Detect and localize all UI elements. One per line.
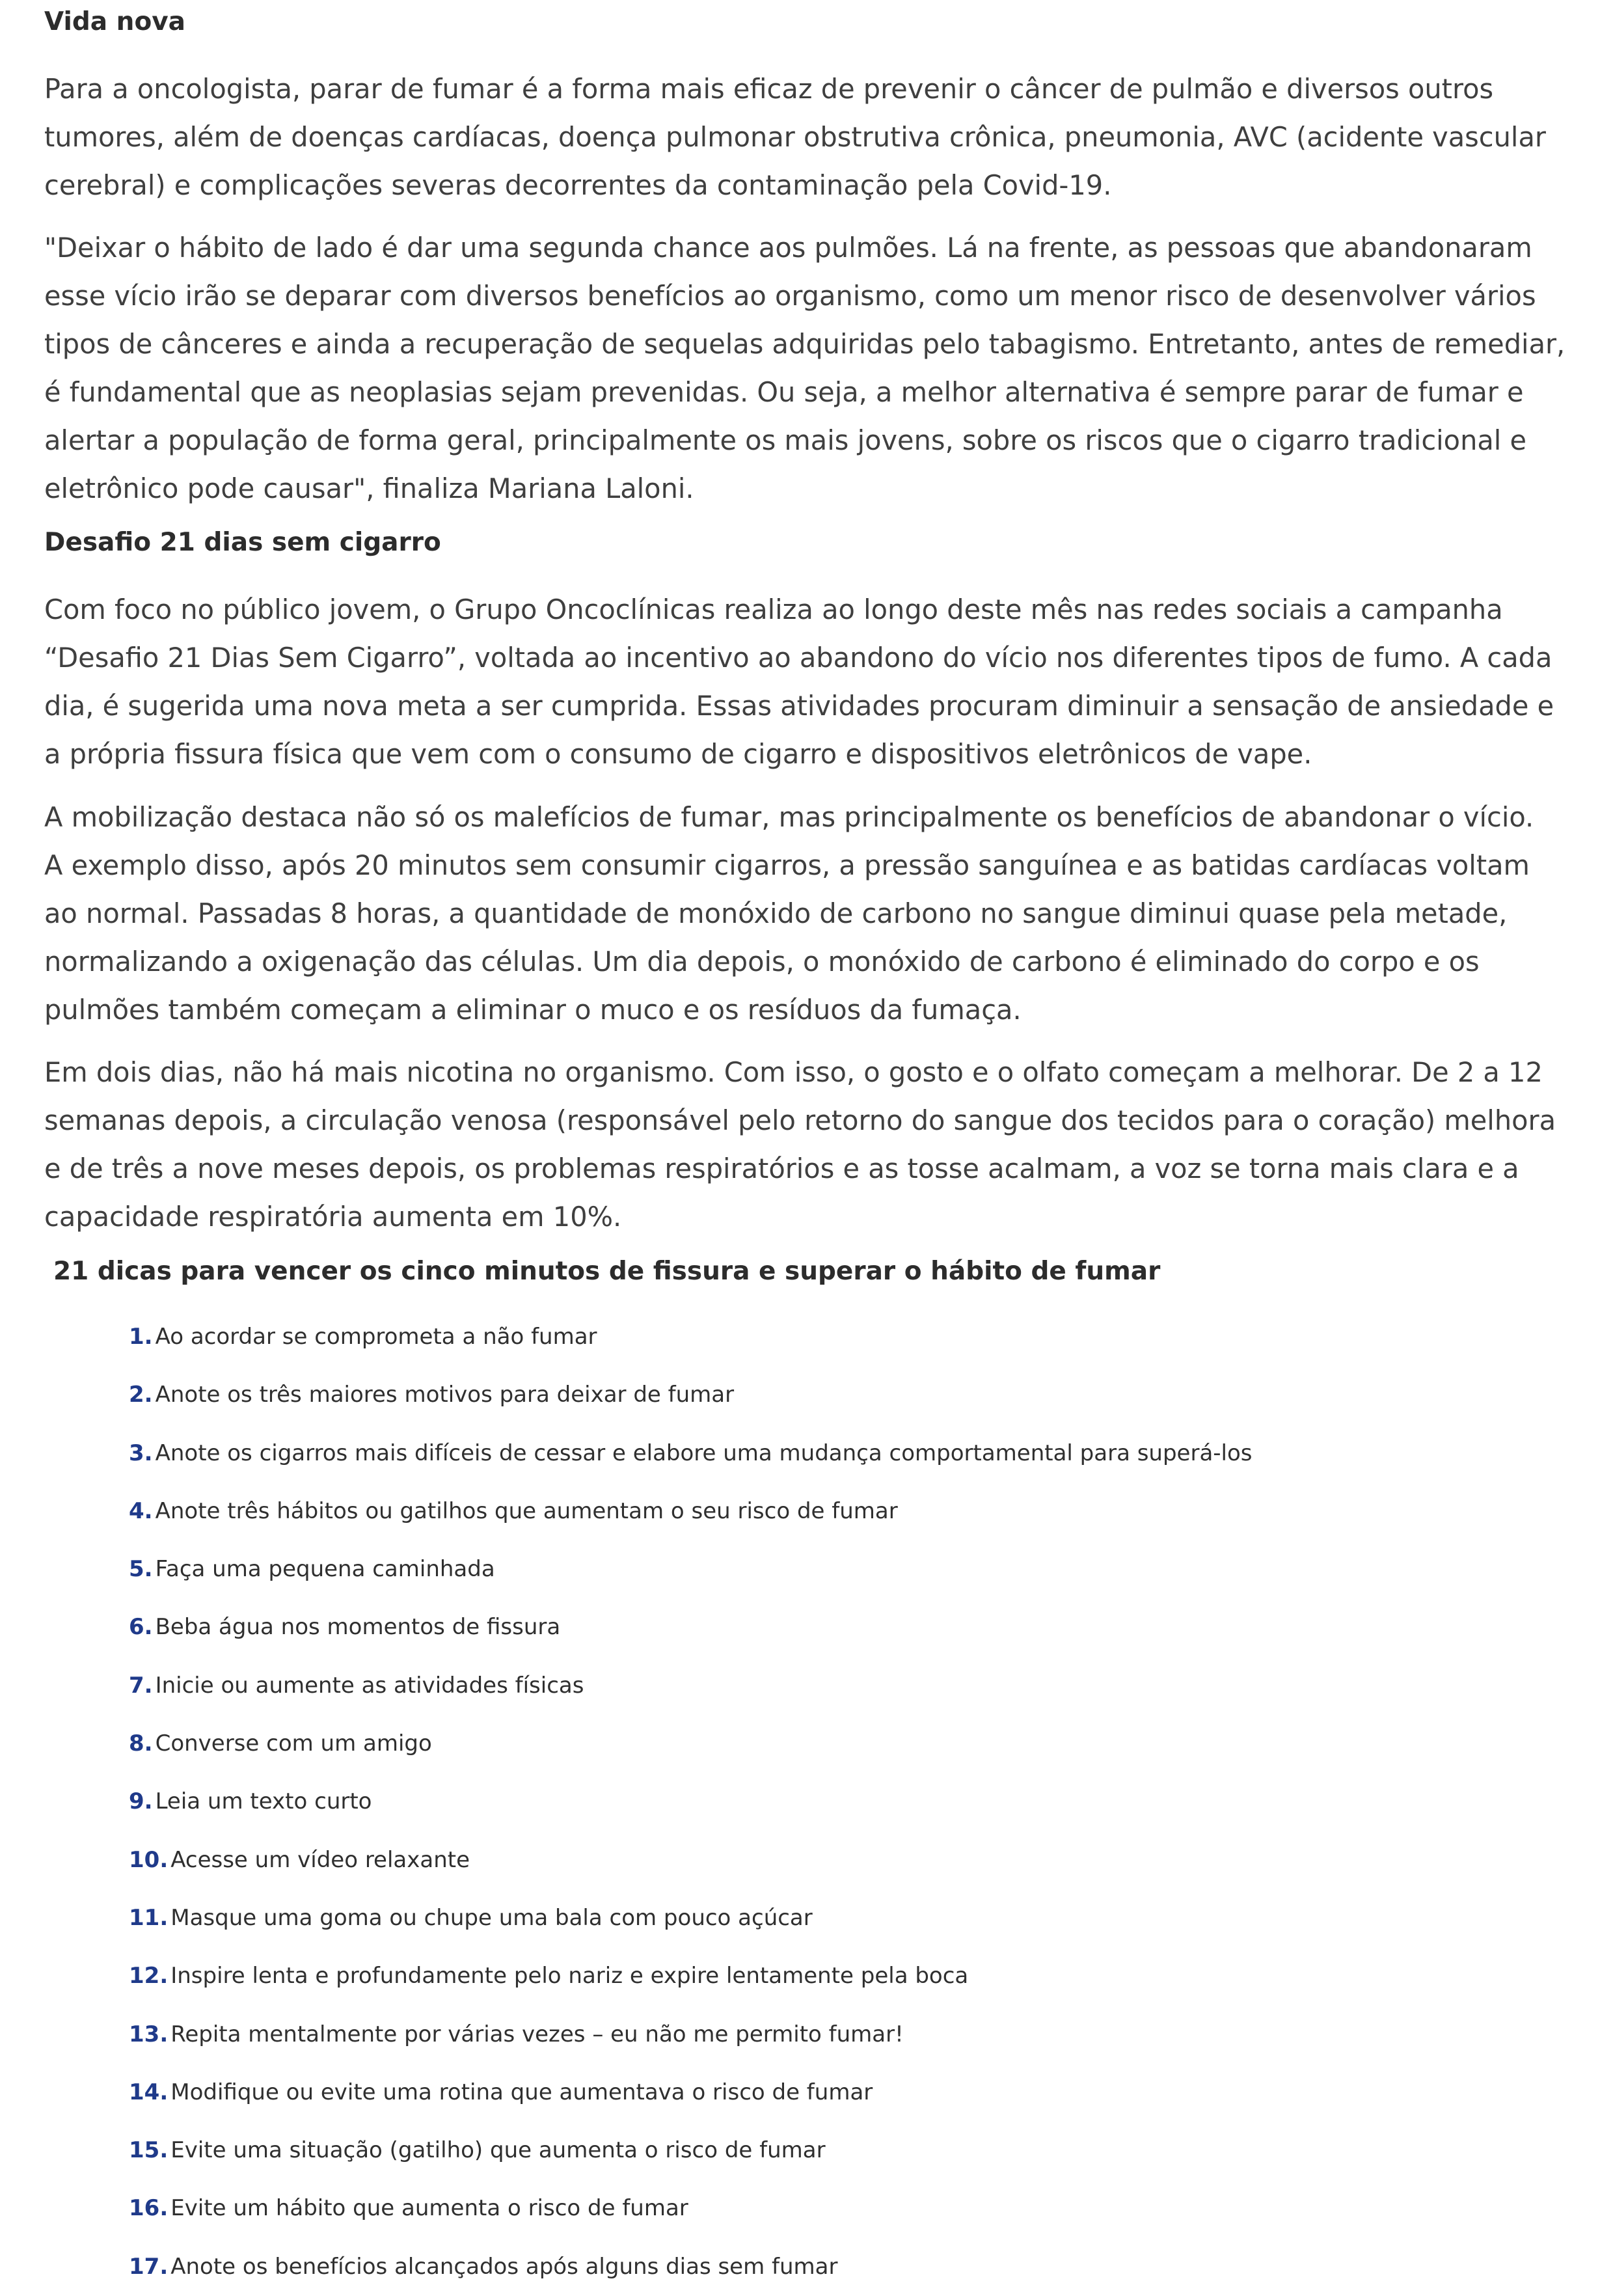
paragraph-line: é fundamental que as neoplasias sejam prevenidas. Ou seja, a melhor alternativa é sempre parar de fumar e: [44, 376, 1524, 408]
list-item-text: Converse com um amigo: [155, 1730, 432, 1757]
paragraph-quote-mariana-laloni: [44, 224, 1580, 513]
paragraph-line: Para a oncologista, parar de fumar é a forma mais eficaz de prevenir o câncer de pulmão e diversos outros: [44, 73, 1494, 105]
list-item: [129, 2006, 1253, 2064]
paragraph-campaign: [44, 586, 1580, 778]
list-item-text: Inicie ou aumente as atividades físicas: [155, 1672, 584, 1699]
list-item-number: 5.: [129, 1556, 153, 1583]
list-item-text: Inspire lenta e profundamente pelo nariz e expire lentamente pela boca: [170, 1963, 969, 1989]
list-item-text: Evite um hábito que aumenta o risco de fumar: [170, 2195, 688, 2222]
paragraph-line: A exemplo disso, após 20 minutos sem consumir cigarros, a pressão sanguínea e as batidas cardíacas voltam: [44, 849, 1530, 881]
paragraph-benefits: [44, 793, 1580, 1034]
list-item: [129, 1773, 1253, 1831]
section-heading-desafio: Desafio 21 dias sem cigarro: [44, 528, 441, 557]
paragraph-oncologist-advice: [44, 65, 1580, 210]
list-item-text: Anote os benefícios alcançados após alguns dias sem fumar: [170, 2253, 838, 2280]
list-item: [129, 1483, 1253, 1540]
list-item-number: 6.: [129, 1614, 153, 1641]
list-item: [129, 1598, 1253, 1656]
list-item-number: 11.: [129, 1904, 169, 1931]
list-item-text: Anote três hábitos ou gatilhos que aumentam o seu risco de fumar: [155, 1497, 898, 1524]
list-item-text: Beba água nos momentos de fissura: [155, 1614, 561, 1641]
list-item-text: Acesse um vídeo relaxante: [170, 1846, 470, 1873]
section-heading-vida-nova: Vida nova: [44, 7, 185, 36]
paragraph-line: “Desafio 21 Dias Sem Cigarro”, voltada ao incentivo ao abandono do vício nos diferentes tipos de fumo. A cada: [44, 642, 1552, 674]
list-item-number: 2.: [129, 1382, 153, 1408]
list-item-number: 15.: [129, 2137, 169, 2164]
paragraph-line: A mobilização destaca não só os malefícios de fumar, mas principalmente os benefícios de abandonar o vício.: [44, 801, 1534, 833]
list-item-text: Anote os cigarros mais difíceis de cessar e elabore uma mudança comportamental para superá-los: [155, 1440, 1253, 1466]
list-item-number: 1.: [129, 1324, 153, 1350]
list-item: [129, 1889, 1253, 1947]
paragraph-line: tumores, além de doenças cardíacas, doença pulmonar obstrutiva crônica, pneumonia, AVC (acidente vascular: [44, 121, 1546, 153]
list-item-number: 13.: [129, 2021, 169, 2047]
paragraph-line: cerebral) e complicações severas decorrentes da contaminação pela Covid-19.: [44, 169, 1112, 201]
list-item: [129, 2180, 1253, 2237]
tips-list: [129, 1308, 1253, 2296]
paragraph-line: "Deixar o hábito de lado é dar uma segunda chance aos pulmões. Lá na frente, as pessoas que abandonaram: [44, 232, 1532, 264]
list-item-number: 10.: [129, 1846, 169, 1873]
paragraph-line: semanas depois, a circulação venosa (responsável pelo retorno do sangue dos tecidos para o coração) melhora: [44, 1104, 1556, 1136]
list-item: [129, 2064, 1253, 2122]
list-item-number: 9.: [129, 1788, 153, 1815]
list-item-number: 14.: [129, 2079, 169, 2105]
list-item-number: 8.: [129, 1730, 153, 1757]
list-item-number: 4.: [129, 1497, 153, 1524]
paragraph-line: dia, é sugerida uma nova meta a ser cumprida. Essas atividades procuram diminuir a sensação de ansiedade e: [44, 690, 1554, 722]
list-item: [129, 2122, 1253, 2180]
list-item-number: 7.: [129, 1672, 153, 1699]
list-item-text: Evite uma situação (gatilho) que aumenta o risco de fumar: [170, 2137, 826, 2164]
paragraph-line: ao normal. Passadas 8 horas, a quantidade de monóxido de carbono no sangue diminui quase pela metade,: [44, 897, 1508, 929]
list-item: [129, 1947, 1253, 2005]
list-item: [129, 2238, 1253, 2296]
paragraph-line: Com foco no público jovem, o Grupo Oncoclínicas realiza ao longo deste mês nas redes sociais a campanha: [44, 594, 1503, 625]
paragraph-line: normalizando a oxigenação das células. Um dia depois, o monóxido de carbono é eliminado do corpo e os: [44, 946, 1480, 977]
paragraph-line: capacidade respiratória aumenta em 10%.: [44, 1201, 622, 1233]
list-item-number: 12.: [129, 1963, 169, 1989]
list-item-text: Repita mentalmente por várias vezes – eu não me permito fumar!: [170, 2021, 904, 2047]
list-item-text: Masque uma goma ou chupe uma bala com pouco açúcar: [170, 1904, 813, 1931]
list-item-number: 17.: [129, 2253, 169, 2280]
list-item-text: Ao acordar se comprometa a não fumar: [155, 1324, 597, 1350]
section-heading-21-dicas: 21 dicas para vencer os cinco minutos de fissura e superar o hábito de fumar: [53, 1257, 1161, 1286]
paragraph-line: eletrônico pode causar", finaliza Mariana Laloni.: [44, 472, 694, 504]
paragraph-line: pulmões também começam a eliminar o muco e os resíduos da fumaça.: [44, 994, 1022, 1026]
list-item: [129, 1657, 1253, 1715]
list-item-text: Anote os três maiores motivos para deixar de fumar: [155, 1382, 735, 1408]
paragraph-recovery-timeline: [44, 1048, 1580, 1241]
list-item: [129, 1366, 1253, 1424]
paragraph-line: alertar a população de forma geral, principalmente os mais jovens, sobre os riscos que o cigarro tradicional e: [44, 424, 1527, 456]
list-item-text: Modifique ou evite uma rotina que aumentava o risco de fumar: [170, 2079, 873, 2105]
paragraph-line: tipos de cânceres e ainda a recuperação de sequelas adquiridas pelo tabagismo. Entretanto, antes de remediar,: [44, 328, 1566, 360]
list-item: [129, 1715, 1253, 1773]
list-item-number: 3.: [129, 1440, 153, 1466]
list-item-text: Leia um texto curto: [155, 1788, 372, 1815]
paragraph-line: a própria fissura física que vem com o consumo de cigarro e dispositivos eletrônicos de vape.: [44, 738, 1312, 770]
list-item: [129, 1308, 1253, 1366]
paragraph-line: e de três a nove meses depois, os problemas respiratórios e as tosse acalmam, a voz se torna mais clara e a: [44, 1153, 1519, 1184]
list-item: [129, 1831, 1253, 1889]
list-item-text: Faça uma pequena caminhada: [155, 1556, 495, 1583]
list-item: [129, 1425, 1253, 1483]
list-item-number: 16.: [129, 2195, 169, 2222]
paragraph-line: esse vício irão se deparar com diversos benefícios ao organismo, como um menor risco de desenvolver vários: [44, 280, 1536, 312]
list-item: [129, 1540, 1253, 1598]
paragraph-line: Em dois dias, não há mais nicotina no organismo. Com isso, o gosto e o olfato começam a melhorar. De 2 a 12: [44, 1056, 1543, 1088]
